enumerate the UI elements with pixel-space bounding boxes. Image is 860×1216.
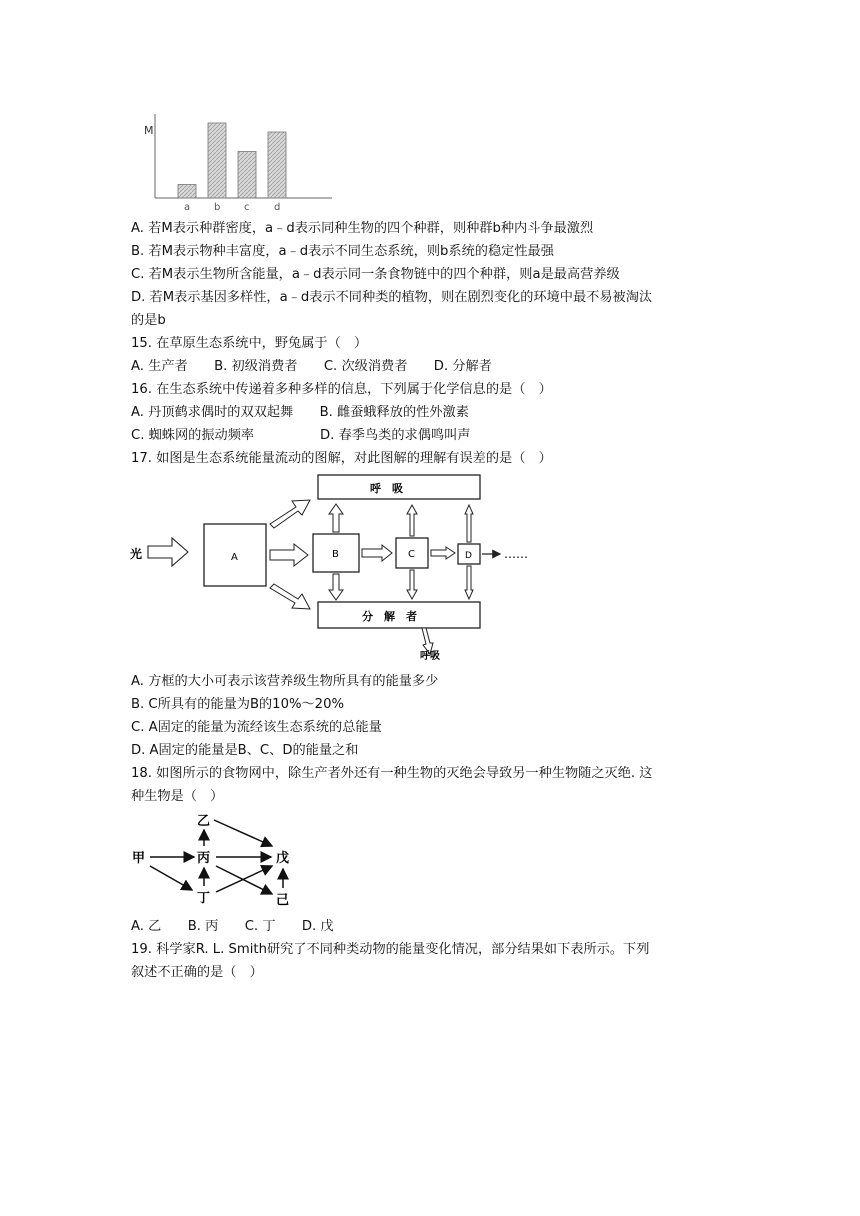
bottom-respiration-label: 呼吸	[420, 651, 440, 662]
bar-d	[268, 132, 286, 198]
bar-label-d: d	[274, 202, 281, 213]
bar-b	[208, 123, 226, 198]
q17-option-b: B. C所具有的能量为B的10%～20%	[131, 697, 344, 712]
q14-option-a: A. 若M表示种群密度，a﹣d表示同种生物的四个种群，则种群b种内斗争最激烈	[131, 221, 594, 236]
b-to-decomposer-arrow	[329, 574, 343, 600]
decomposer-label: 分 解 者	[362, 610, 417, 623]
q14-option-d-cont: 的是b	[131, 313, 166, 328]
a-to-decomposer-arrow	[270, 584, 310, 609]
node-bing: 丙	[197, 851, 211, 866]
q16-stem: 16. 在生态系统中传递着多种多样的信息，下列属于化学信息的是（ ）	[131, 382, 552, 397]
d-to-decomposer-arrow	[465, 566, 473, 599]
food-web-diagram	[128, 808, 308, 912]
node-wu: 戊	[276, 851, 290, 866]
c-to-d-arrow	[431, 547, 455, 559]
q14-option-b: B. 若M表示物种丰富度，a﹣d表示不同生态系统，则b系统的稳定性最强	[131, 244, 554, 259]
q14-option-c: C. 若M表示生物所含能量，a﹣d表示同一条食物链中的四个种群，则a是最高营养级	[131, 267, 620, 282]
b-to-respiration-arrow	[329, 504, 343, 532]
node-ji: 己	[276, 893, 290, 908]
q18-stem-1: 18. 如图所示的食物网中，除生产者外还有一种生物的灭绝会导致另一种生物随之灭绝. 这	[131, 766, 653, 781]
bar-c	[238, 152, 256, 199]
b-to-c-arrow	[362, 545, 392, 561]
node-yi: 乙	[197, 814, 211, 829]
arrow-yi-wu	[214, 820, 272, 846]
box-a-label: A	[231, 552, 238, 563]
y-axis-label: M	[144, 124, 154, 137]
bar-a	[178, 185, 196, 199]
light-label: 光	[130, 547, 143, 561]
q18-options: A. 乙 B. 丙 C. 丁 D. 戊	[131, 919, 334, 934]
respiration-label: 呼 吸	[370, 482, 403, 495]
q19-stem-2: 叙述不正确的是（ ）	[131, 965, 263, 980]
q18-stem-2: 种生物是（ ）	[131, 789, 224, 804]
bar-chart-figure	[140, 112, 340, 214]
arrow-jia-ding	[150, 866, 192, 890]
node-jia: 甲	[132, 851, 146, 866]
a-to-respiration-arrow	[270, 500, 310, 528]
box-d-label: D	[465, 551, 472, 561]
q15-options: A. 生产者 B. 初级消费者 C. 次级消费者 D. 分解者	[131, 359, 492, 374]
q17-option-d: D. A固定的能量是B、C、D的能量之和	[131, 743, 359, 758]
energy-flow-diagram	[128, 468, 568, 664]
box-b-label: B	[332, 549, 339, 560]
node-ding: 丁	[197, 891, 211, 906]
q17-option-a: A. 方框的大小可表示该营养级生物所具有的能量多少	[131, 674, 439, 689]
box-c-label: C	[408, 549, 415, 560]
bar-label-a: a	[184, 202, 191, 213]
q16-options-1: A. 丹顶鹤求偶时的双双起舞 B. 雌蚕蛾释放的性外激素	[131, 405, 469, 420]
q17-stem: 17. 如图是生态系统能量流动的图解，对此图解的理解有误差的是（ ）	[131, 451, 552, 466]
d-to-respiration-arrow	[465, 505, 473, 542]
continuation-dots: ……	[504, 547, 528, 561]
q14-option-d: D. 若M表示基因多样性，a﹣d表示不同种类的植物，则在剧烈变化的环境中最不易被淘汰	[131, 290, 653, 305]
a-to-b-arrow	[270, 544, 308, 566]
q17-option-c: C. A固定的能量为流经该生态系统的总能量	[131, 720, 382, 735]
bar-label-c: c	[244, 202, 250, 213]
light-arrow	[148, 538, 188, 566]
c-to-respiration-arrow	[407, 505, 417, 536]
q15-stem: 15. 在草原生态系统中，野兔属于（ ）	[131, 336, 368, 351]
q16-options-2: C. 蜘蛛网的振动频率 D. 春季鸟类的求偶鸣叫声	[131, 428, 471, 443]
q19-stem-1: 19. 科学家R. L. Smith研究了不同种类动物的能量变化情况，部分结果如下表所示。下列	[131, 942, 650, 957]
c-to-decomposer-arrow	[407, 570, 417, 599]
bar-label-b: b	[214, 202, 221, 213]
